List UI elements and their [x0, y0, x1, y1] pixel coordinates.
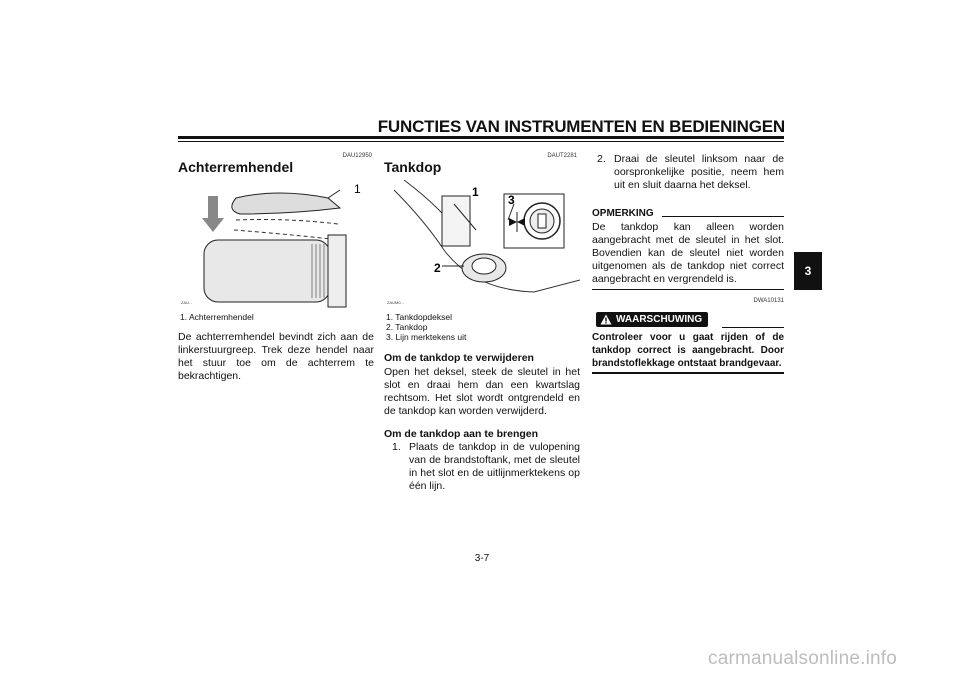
remove-paragraph: Open het deksel, steek de sleutel in het slot en draai hem dan een kwartslag rechtsom. Het slot wordt ontgrendeld en de tankdop kan worden verwijderd.	[384, 366, 580, 417]
caption-item: 2. Tankdop	[386, 322, 428, 332]
warning-code: DWA10131	[753, 298, 784, 304]
header-rule	[178, 136, 784, 139]
step-number: 1.	[392, 441, 401, 453]
figure-callout-3: 3	[508, 193, 515, 207]
remove-heading: Om de tankdop te verwijderen	[384, 352, 534, 364]
warning-title: WAARSCHUWING	[616, 314, 703, 325]
header-rule-thin	[178, 141, 784, 142]
figure-callout-1: 1	[472, 185, 479, 199]
figure-code: ZAU...	[181, 300, 193, 305]
install-step-text: Plaats de tankdop in de vulopening van de brandstoftank, met de sleutel in het slot en de uitlijnmerktekens op één lijn.	[409, 441, 580, 492]
install-step-text: Draai de sleutel linksom naar de oorspronkelijke positie, neem hem uit en sluit daarna het deksel.	[614, 153, 784, 191]
note-title: OPMERKING	[592, 208, 654, 219]
fuel-cap-figure	[384, 180, 580, 308]
warning-rule	[722, 327, 784, 328]
page-number: 3-7	[474, 553, 490, 564]
section-code: DAUT2281	[547, 153, 577, 159]
body-paragraph: De achterremhendel bevindt zich aan de linkerstuurgreep. Trek deze hendel naar het stuur toe om de achterrem te bekrachtigen.	[178, 331, 374, 382]
figure-code: ZAUM0...	[387, 300, 404, 305]
warning-end-rule	[592, 372, 784, 374]
warning-badge	[596, 312, 708, 330]
brake-lever-figure	[178, 180, 374, 308]
caption-item: 1. Tankdopdeksel	[386, 312, 453, 322]
section-heading: Achterremhendel	[178, 159, 294, 175]
figure-caption: 1. Achterremhendel	[180, 312, 254, 322]
note-end-rule	[592, 289, 784, 290]
fuel-cap-illustration	[384, 180, 580, 308]
step-number: 2.	[597, 153, 606, 165]
section-heading: Tankdop	[384, 159, 442, 175]
figure-captions	[386, 312, 578, 342]
note-rule	[662, 216, 784, 217]
install-heading: Om de tankdop aan te brengen	[384, 428, 539, 440]
figure-callout: 1	[354, 182, 361, 196]
warning-triangle-icon	[600, 314, 612, 325]
page-title: FUNCTIES VAN INSTRUMENTEN EN BEDIENINGEN	[377, 117, 785, 136]
chapter-tab: 3	[794, 252, 822, 290]
watermark: carmanualsonline.info	[708, 648, 898, 669]
figure-callout-2: 2	[434, 261, 441, 275]
note-paragraph: De tankdop kan alleen worden aangebracht met de sleutel in het slot. Bovendien kan de sleutel niet worden uitgenomen als de tankdop niet correct aangebracht en vergrendeld is.	[592, 221, 784, 285]
caption-item: 3. Lijn merktekens uit	[386, 332, 467, 342]
warning-paragraph: Controleer voor u gaat rijden of de tankdop correct is aangebracht. Door brandstoflekkage ontstaat brandgevaar.	[592, 332, 784, 369]
brake-lever-illustration	[178, 180, 374, 308]
section-code: DAU12950	[342, 153, 372, 159]
